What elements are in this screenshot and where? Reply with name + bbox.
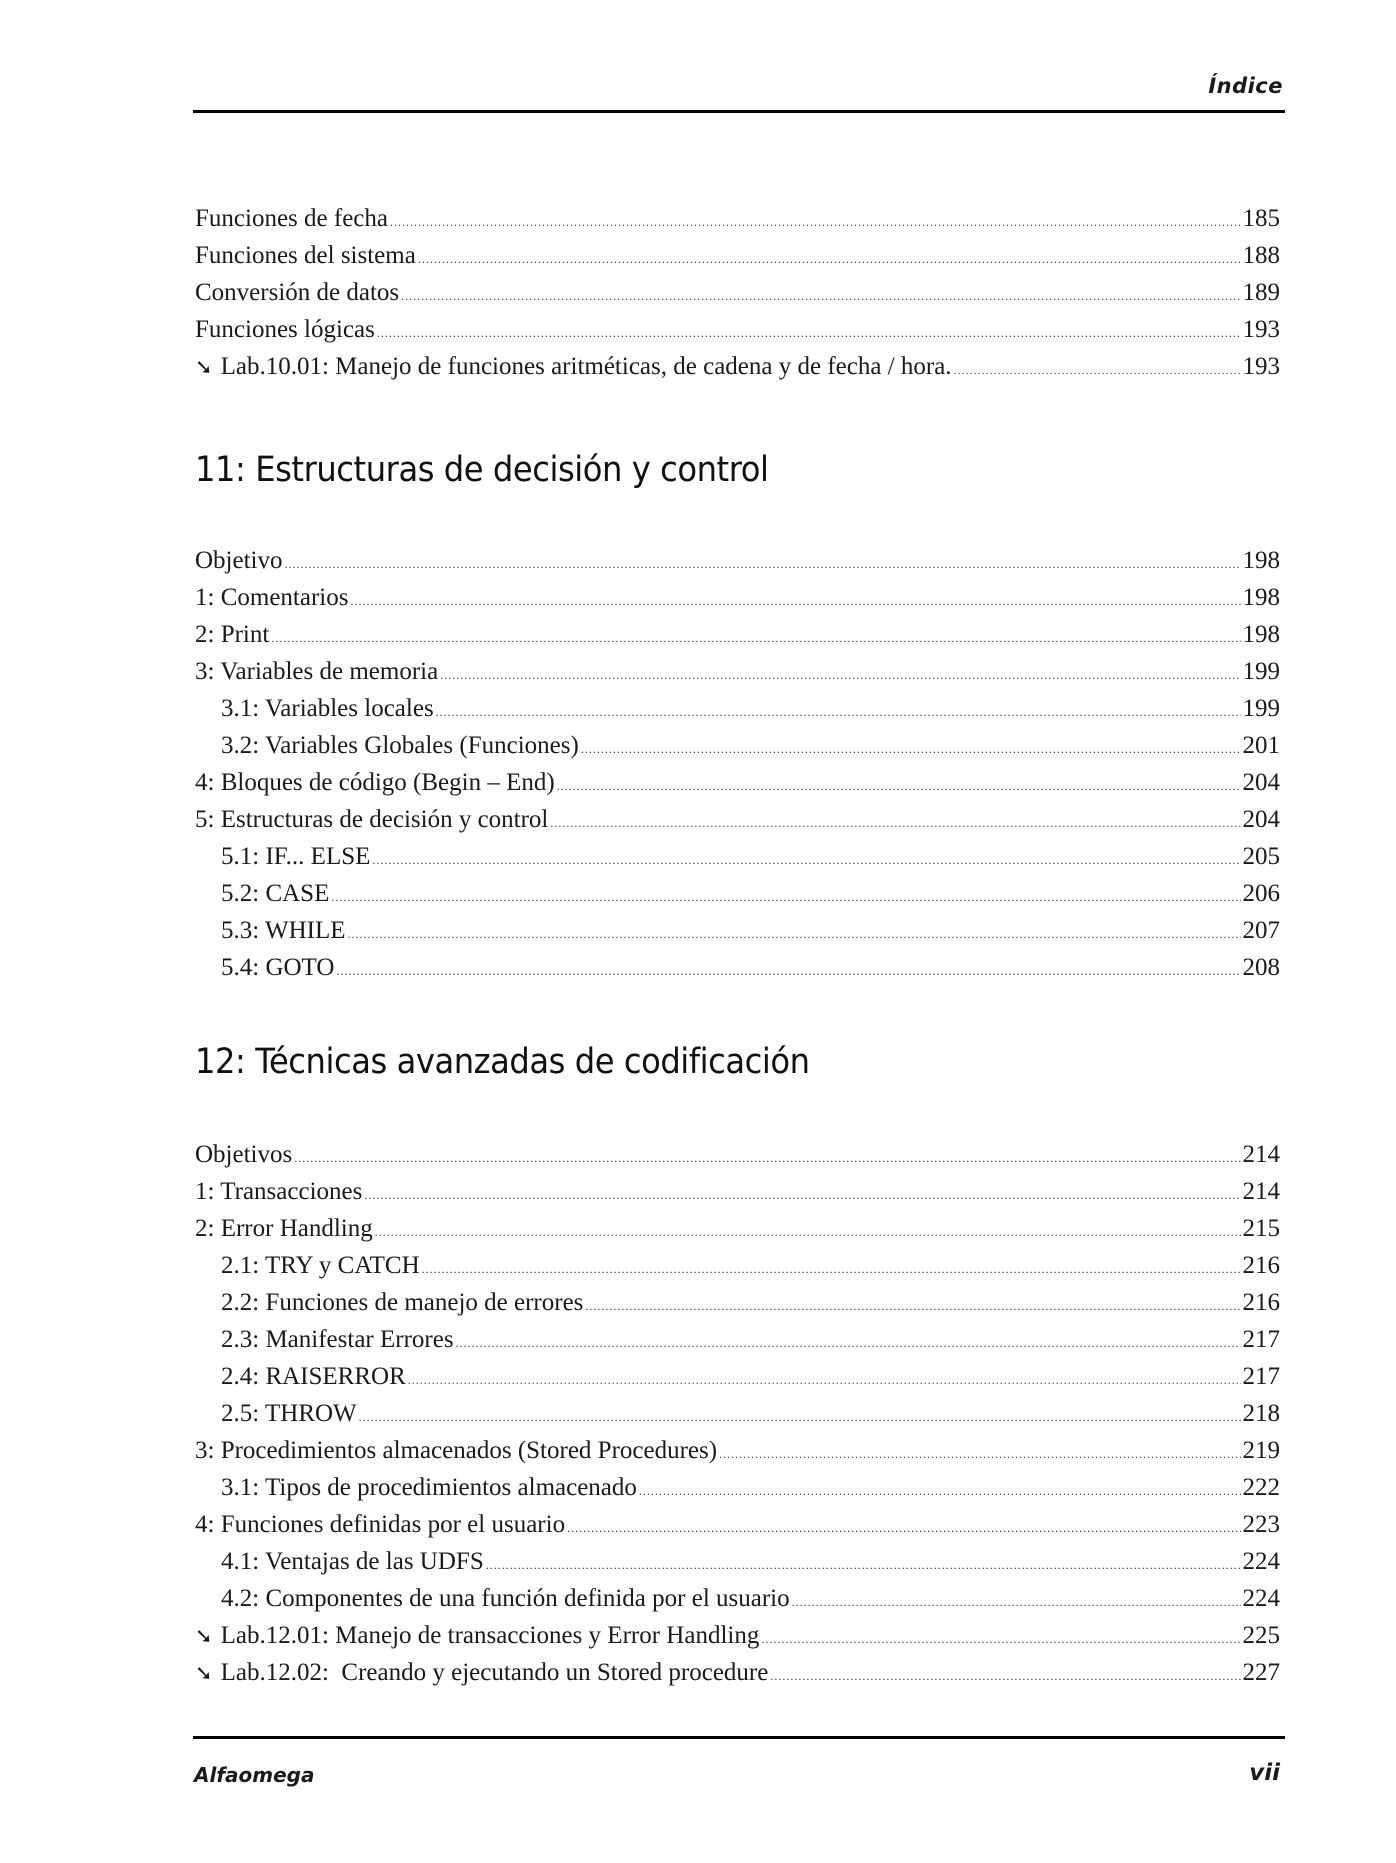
toc-subentry[interactable] [195, 727, 1280, 764]
leader-dots [418, 241, 1241, 278]
toc-entry-title: 2.5: THROW [221, 1400, 357, 1427]
lab-arrow-icon: ➘ [195, 1624, 213, 1648]
lab-arrow-icon: ➘ [195, 1661, 213, 1685]
toc-entry-title: 3.2: Variables Globales (Funciones) [221, 732, 579, 759]
toc-entry-title: Funciones de fecha [195, 205, 388, 232]
toc-subentry[interactable] [195, 1358, 1280, 1395]
toc-subentry[interactable] [195, 1543, 1280, 1580]
toc-entry-title: 2.1: TRY y CATCH [221, 1252, 420, 1279]
leader-dots [792, 1584, 1241, 1621]
toc-entry[interactable] [195, 237, 1280, 274]
toc-entry-title: 5: Estructuras de decisión y control [195, 806, 549, 833]
toc-subentry[interactable] [195, 838, 1280, 875]
toc-entry-page: 198 [1242, 547, 1280, 574]
toc-lab-entry[interactable] [195, 348, 1280, 385]
toc-entry-page: 224 [1242, 1548, 1280, 1575]
chapter-heading: 12: Técnicas avanzadas de codificación [195, 1042, 810, 1082]
toc-entry-page: 219 [1242, 1437, 1280, 1464]
leader-dots [770, 1658, 1240, 1695]
toc-lab-entry[interactable] [195, 1654, 1280, 1691]
toc-entry-page: 227 [1242, 1659, 1280, 1686]
toc-entry-title: 5.2: CASE [221, 880, 330, 907]
toc-entry-title: Funciones del sistema [195, 242, 416, 269]
toc-entry-page: 224 [1242, 1585, 1280, 1612]
toc-entry[interactable] [195, 1506, 1280, 1543]
toc-entry[interactable] [195, 1432, 1280, 1469]
toc-entry-title: Conversión de datos [195, 279, 400, 306]
toc-subentry[interactable] [195, 912, 1280, 949]
toc-entry[interactable] [195, 579, 1280, 616]
toc-entry-title: 4: Funciones definidas por el usuario [195, 1511, 566, 1538]
leader-dots [422, 1251, 1241, 1288]
toc-entry-page: 198 [1242, 621, 1280, 648]
toc-entry-page: 204 [1242, 769, 1280, 796]
toc-entry-title: Lab.12.02: Creando y ejecutando un Stored procedure [220, 1659, 769, 1686]
toc-entry[interactable] [195, 764, 1280, 801]
toc-subentry[interactable] [195, 875, 1280, 912]
toc-entry-title: 4.2: Componentes de una función definida por el usuario [221, 1585, 790, 1612]
toc-entry-title: 2: Error Handling [195, 1215, 373, 1242]
toc-entry-page: 193 [1242, 316, 1280, 343]
toc-entry[interactable] [195, 311, 1280, 348]
toc-entry-title: 2: Print [195, 621, 270, 648]
toc-entry-title: Objetivos [195, 1141, 293, 1168]
toc-entry[interactable] [195, 616, 1280, 653]
leader-dots [390, 204, 1241, 241]
running-head: Índice [1208, 74, 1283, 98]
leader-dots [408, 1362, 1241, 1399]
leader-dots [639, 1473, 1241, 1510]
toc-entry-title: 4: Bloques de código (Begin – End) [195, 769, 555, 796]
leader-dots [348, 916, 1241, 953]
leader-dots [336, 953, 1240, 990]
toc-block-chapter-11 [195, 542, 1280, 986]
leader-dots [486, 1547, 1241, 1584]
toc-entry[interactable] [195, 1210, 1280, 1247]
leader-dots [359, 1399, 1241, 1436]
toc-entry-page: 223 [1242, 1511, 1280, 1538]
toc-entry-title: 5.4: GOTO [221, 954, 335, 981]
leader-dots [550, 805, 1240, 842]
toc-entry[interactable] [195, 200, 1280, 237]
leader-dots [372, 842, 1240, 879]
toc-entry-title: Lab.10.01: Manejo de funciones aritméticas, de cadena y de fecha / hora. [220, 353, 952, 380]
toc-entry-title: Funciones lógicas [195, 316, 375, 343]
toc-entry-title: Objetivo [195, 547, 283, 574]
lab-arrow-icon: ➘ [195, 355, 213, 379]
toc-entry-title: 2.4: RAISERROR [221, 1363, 406, 1390]
page-number: vii [1249, 1760, 1280, 1786]
toc-entry[interactable] [195, 801, 1280, 838]
toc-entry[interactable] [195, 274, 1280, 311]
header-rule [193, 110, 1285, 113]
toc-subentry[interactable] [195, 949, 1280, 986]
leader-dots [954, 352, 1241, 389]
toc-subentry[interactable] [195, 1247, 1280, 1284]
toc-entry-page: 217 [1242, 1363, 1280, 1390]
footer-rule [193, 1736, 1285, 1739]
toc-entry[interactable] [195, 1173, 1280, 1210]
toc-lab-entry[interactable] [195, 1617, 1280, 1654]
toc-entry-page: 185 [1242, 205, 1280, 232]
toc-entry-page: 198 [1242, 584, 1280, 611]
toc-subentry[interactable] [195, 1580, 1280, 1617]
toc-entry-title: 1: Comentarios [195, 584, 349, 611]
toc-entry-title: Lab.12.01: Manejo de transacciones y Error Handling [220, 1622, 760, 1649]
leader-dots [401, 278, 1240, 315]
leader-dots [364, 1177, 1240, 1214]
leader-dots [285, 546, 1241, 583]
toc-entry-page: 206 [1242, 880, 1280, 907]
toc-entry-page: 214 [1242, 1141, 1280, 1168]
leader-dots [567, 1510, 1240, 1547]
publisher-name: Alfaomega [194, 1763, 315, 1787]
toc-entry-page: 199 [1242, 695, 1280, 722]
toc-entry-page: 188 [1242, 242, 1280, 269]
leader-dots [585, 1288, 1240, 1325]
toc-entry-page: 205 [1242, 843, 1280, 870]
toc-entry-page: 214 [1242, 1178, 1280, 1205]
toc-entry-title: 3: Variables de memoria [195, 658, 439, 685]
toc-entry-page: 208 [1242, 954, 1280, 981]
toc-entry[interactable] [195, 653, 1280, 690]
toc-subentry[interactable] [195, 1469, 1280, 1506]
leader-dots [375, 1214, 1241, 1251]
leader-dots [294, 1140, 1240, 1177]
toc-entry-page: 216 [1242, 1252, 1280, 1279]
toc-entry-page: 218 [1242, 1400, 1280, 1427]
toc-entry[interactable] [195, 1136, 1280, 1173]
toc-entry-page: 193 [1242, 353, 1280, 380]
leader-dots [557, 768, 1241, 805]
toc-entry-page: 204 [1242, 806, 1280, 833]
toc-entry-title: 2.3: Manifestar Errores [221, 1326, 454, 1353]
toc-entry-page: 199 [1242, 658, 1280, 685]
toc-subentry[interactable] [195, 1321, 1280, 1358]
toc-entry-title: 3: Procedimientos almacenados (Stored Procedures) [195, 1437, 718, 1464]
toc-entry-title: 5.1: IF... ELSE [221, 843, 371, 870]
leader-dots [581, 731, 1241, 768]
toc-entry-title: 1: Transacciones [195, 1178, 363, 1205]
toc-entry-title: 3.1: Tipos de procedimientos almacenado [221, 1474, 637, 1501]
leader-dots [456, 1325, 1241, 1362]
leader-dots [719, 1436, 1240, 1473]
toc-entry-page: 217 [1242, 1326, 1280, 1353]
toc-entry-page: 189 [1242, 279, 1280, 306]
leader-dots [377, 315, 1241, 352]
toc-entry-page: 225 [1242, 1622, 1280, 1649]
toc-entry-page: 222 [1242, 1474, 1280, 1501]
toc-entry-title: 2.2: Funciones de manejo de errores [221, 1289, 584, 1316]
leader-dots [440, 657, 1240, 694]
toc-subentry[interactable] [195, 1395, 1280, 1432]
toc-entry-page: 216 [1242, 1289, 1280, 1316]
toc-subentry[interactable] [195, 690, 1280, 727]
leader-dots [761, 1621, 1240, 1658]
leader-dots [271, 620, 1240, 657]
leader-dots [350, 583, 1240, 620]
leader-dots [436, 694, 1241, 731]
toc-entry[interactable] [195, 542, 1280, 579]
toc-entry-title: 3.1: Variables locales [221, 695, 434, 722]
toc-entry-page: 207 [1242, 917, 1280, 944]
toc-entry-title: 5.3: WHILE [221, 917, 346, 944]
leader-dots [331, 879, 1240, 916]
toc-entry-page: 215 [1242, 1215, 1280, 1242]
chapter-heading: 11: Estructuras de decisión y control [195, 450, 769, 490]
toc-subentry[interactable] [195, 1284, 1280, 1321]
toc-block-top [195, 200, 1280, 385]
toc-entry-page: 201 [1242, 732, 1280, 759]
toc-entry-title: 4.1: Ventajas de las UDFS [221, 1548, 484, 1575]
toc-block-chapter-12 [195, 1136, 1280, 1691]
